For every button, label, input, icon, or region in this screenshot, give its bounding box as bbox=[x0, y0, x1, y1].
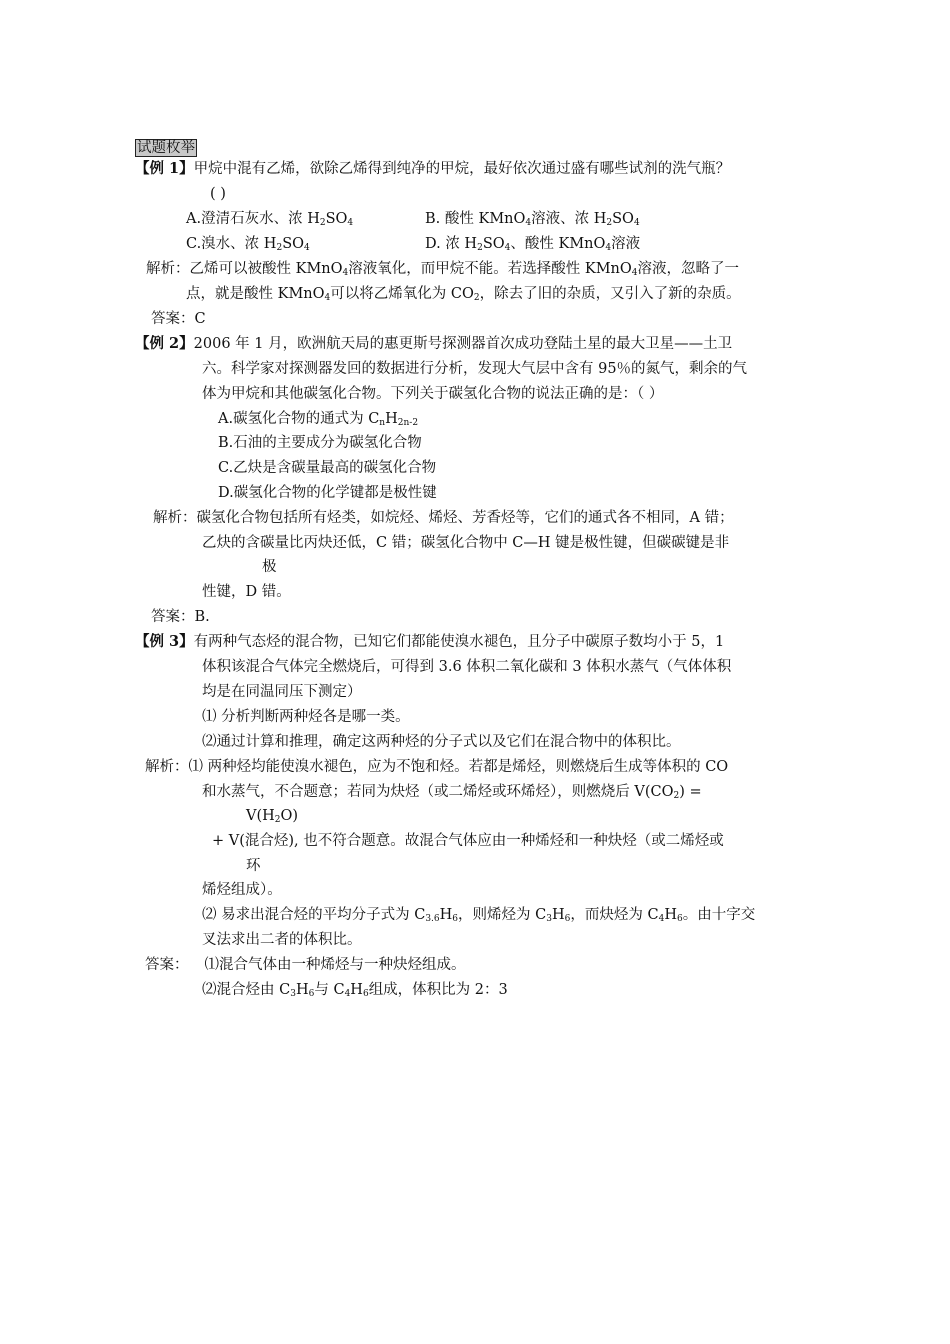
ex2-question-line2: 六。科学家对探测器发回的数据进行分析，发现大气层中含有 95％的氮气，剩余的气 bbox=[202, 361, 748, 377]
ex2-question-line3: 体为甲烷和其他碳氢化合物。下列关于碳氢化合物的说法正确的是：（ ） bbox=[202, 386, 664, 402]
ex2-option-b: B.石油的主要成分为碳氢化合物 bbox=[218, 435, 422, 451]
ex3-question-line2: 体积该混合气体完全燃烧后，可得到 3.6 体积二氧化碳和 3 体积水蒸气（气体体积 bbox=[202, 659, 732, 675]
ex1-question: 【例 1】甲烷中混有乙烯，欲除乙烯得到纯净的甲烷，最好依次通过盛有哪些试剂的洗气瓶？ bbox=[135, 160, 731, 177]
ex3-analysis-line7: ⑵ 易求出混合烃的平均分子式为 $C_{3.6}H_6$，则烯烃为 $C_3H_6$，而炔烃为 $C_4H_6$。由十字交 bbox=[202, 907, 756, 924]
ex1-analysis-line2: 点，就是酸性 KMnO$_4$可以将乙烯氧化为 $CO_2$，除去了旧的杂质，又引入了新的杂质。 bbox=[186, 286, 741, 303]
ex1-answer: 答案：C bbox=[151, 311, 206, 327]
ex1-analysis-line1: 解析：乙烯可以被酸性 KMnO$_4$溶液氧化，而甲烷不能。若选择酸性 KMnO$_4$溶液，忽略了一 bbox=[146, 261, 739, 278]
ex3-question-line3: 均是在同温同压下测定） bbox=[202, 684, 362, 700]
ex2-analysis-line1: 解析：碳氢化合物包括所有烃类，如烷烃、烯烃、芳香烃等，它们的通式各不相同，A 错； bbox=[153, 510, 734, 526]
ex1-option-d: D. 浓 $H_2SO_4$、酸性 KMnO$_4$溶液 bbox=[425, 236, 641, 253]
ex3-question-line1: 【例 3】有两种气态烃的混合物，已知它们都能使溴水褪色，且分子中碳原子数均小于 5，1 bbox=[135, 633, 725, 650]
section-header: 试题枚举 bbox=[137, 140, 195, 156]
ex1-blank: ( ) bbox=[210, 186, 226, 202]
ex3-analysis-line2: 和水蒸气，不合题意；若同为炔烃（或二烯烃或环烯烃），则燃烧后 $V(CO_2)$ = bbox=[202, 784, 702, 801]
ex1-option-a: A.澄清石灰水、浓 $H_2SO_4$ bbox=[186, 211, 354, 228]
ex3-subquestion-2: ⑵通过计算和推理，确定这两种烃的分子式以及它们在混合物中的体积比。 bbox=[202, 734, 681, 750]
ex3-analysis-line5: 环 bbox=[246, 858, 261, 874]
ex1-tag: 【例 1】 bbox=[135, 160, 194, 177]
ex1-option-c: C.溴水、浓 $H_2SO_4$ bbox=[186, 236, 310, 253]
ex3-analysis-line6: 烯烃组成）。 bbox=[202, 882, 282, 898]
ex2-analysis-line3: 极 bbox=[262, 559, 277, 575]
ex2-question-line1: 【例 2】2006 年 1 月，欧洲航天局的惠更斯号探测器首次成功登陆土星的最大卫星——土卫 bbox=[135, 335, 733, 352]
ex3-analysis-line8: 叉法求出二者的体积比。 bbox=[202, 932, 362, 948]
ex1-option-b: B. 酸性 KMnO$_4$溶液、浓 $H_2SO_4$ bbox=[425, 211, 640, 228]
ex2-option-c: C.乙炔是含碳量最高的碳氢化合物 bbox=[218, 460, 437, 476]
ex3-analysis-line3: $V(H_2O)$ bbox=[246, 808, 299, 825]
ex2-analysis-line2: 乙炔的含碳量比丙炔还低，C 错；碳氢化合物中 C—H 键是极性键，但碳碳键是非 bbox=[202, 535, 730, 551]
ex3-analysis-line1: 解析：⑴ 两种烃均能使溴水褪色，应为不饱和烃。若都是烯烃，则燃烧后生成等体积的 CO bbox=[145, 759, 729, 775]
ex2-analysis-line4: 性键，D 错。 bbox=[202, 584, 291, 600]
ex3-tag: 【例 3】 bbox=[135, 633, 194, 650]
ex2-answer: 答案：B. bbox=[151, 609, 210, 625]
ex3-subquestion-1: ⑴ 分析判断两种烃各是哪一类。 bbox=[202, 709, 410, 725]
ex2-option-d: D.碳氢化合物的化学键都是极性键 bbox=[218, 485, 437, 501]
ex2-option-a: A.碳氢化合物的通式为 $C_nH_{2n-2}$ bbox=[218, 411, 419, 428]
ex3-analysis-line4: + V(混合烃), 也不符合题意。故混合气体应由一种烯烃和一种炔烃（或二烯烃或 bbox=[212, 833, 724, 849]
ex3-answer-line1: 答案： ⑴混合气体由一种烯烃与一种炔烃组成。 bbox=[145, 957, 466, 973]
ex3-answer-line2: ⑵混合烃由 $C_3H_6$与 $C_4H_6$组成，体积比为 2：3 bbox=[202, 982, 508, 999]
ex2-tag: 【例 2】 bbox=[135, 335, 194, 352]
